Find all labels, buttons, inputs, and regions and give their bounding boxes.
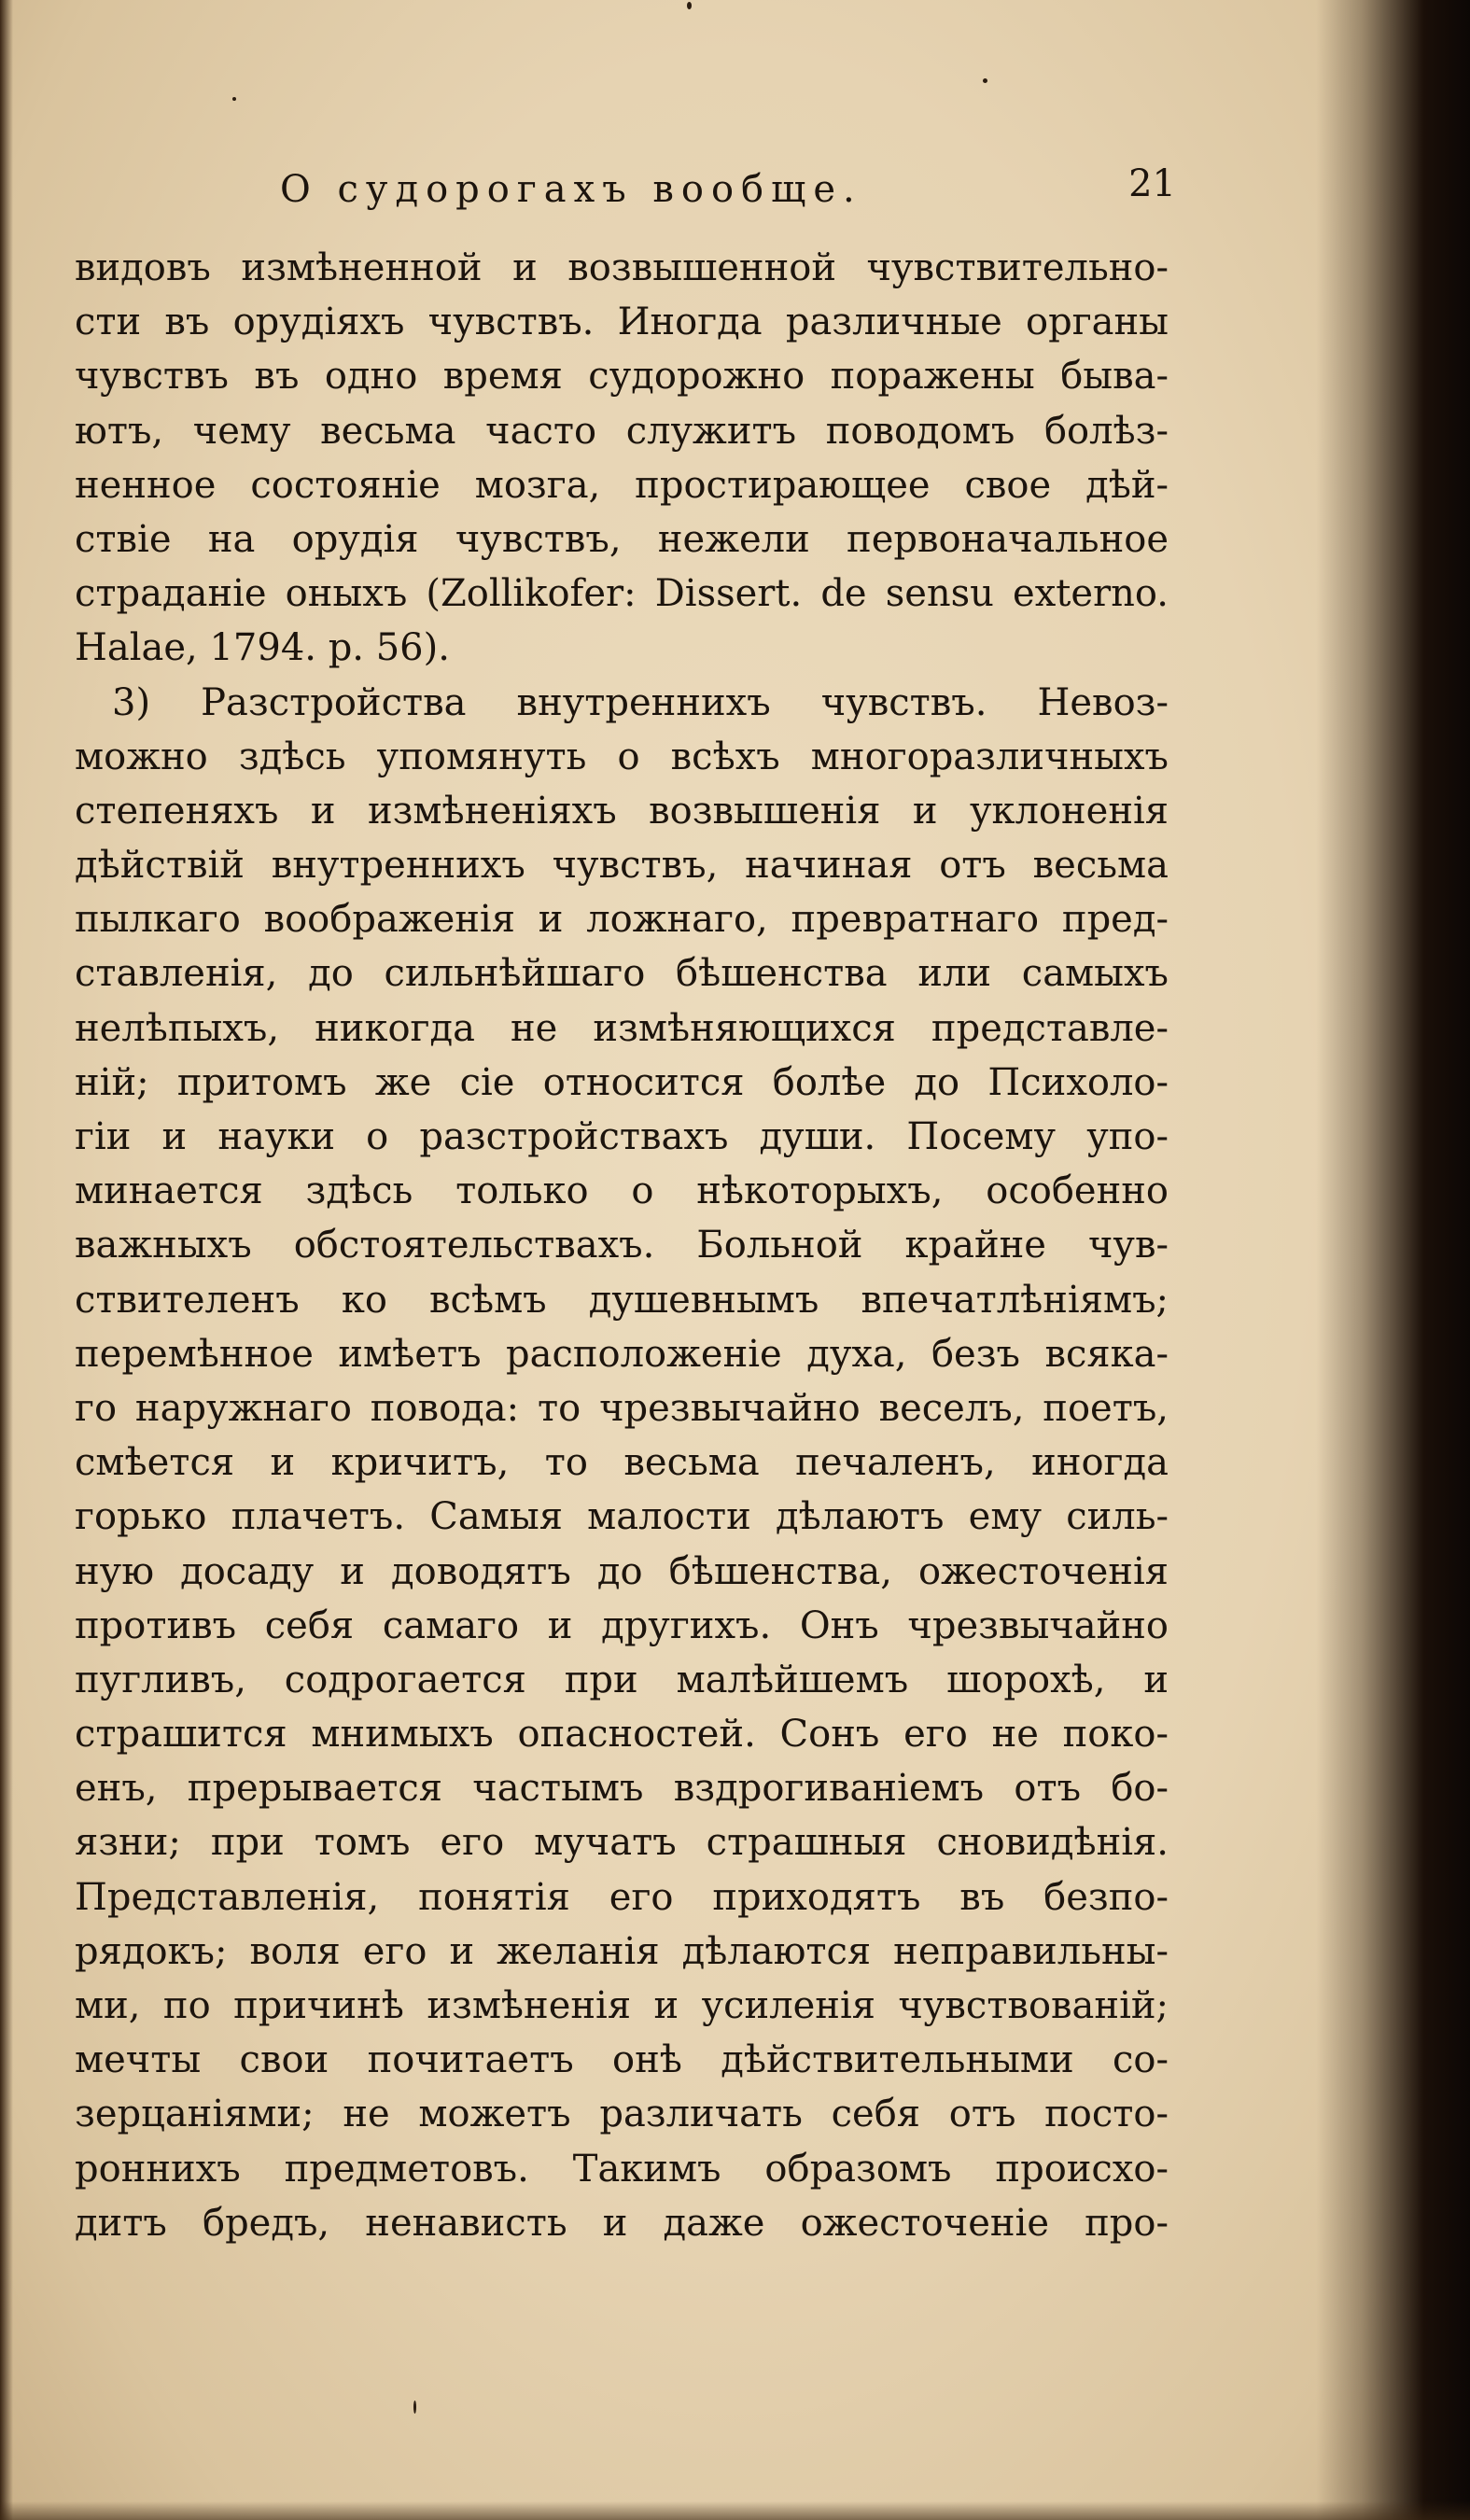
- text-line: ную досаду и доводятъ до бѣшенства, ожесточенія: [75, 1549, 1169, 1593]
- body-text: [75, 241, 1169, 2250]
- text-line: роннихъ предметовъ. Такимъ образомъ происхо-: [75, 2147, 1169, 2191]
- text-line: сти въ орудіяхъ чувствъ. Иногда различные органы: [75, 301, 1169, 344]
- text-line: противъ себя самаго и другихъ. Онъ чрезвычайно: [75, 1603, 1169, 1647]
- text-line: перемѣнное имѣетъ расположеніе духа, безъ всяка-: [75, 1332, 1169, 1376]
- text-line: видовъ измѣненной и возвышенной чувствительно-: [75, 246, 1169, 289]
- text-line: пылкаго воображенія и ложнаго, превратнаго пред-: [75, 898, 1169, 942]
- text-line: ютъ, чему весьма часто служитъ поводомъ болѣз-: [75, 409, 1169, 453]
- running-head: О судорогахъ вообще.: [280, 168, 862, 211]
- page-bottom-shadow: [0, 2501, 1470, 2520]
- text-line: ній; притомъ же сіе относится болѣе до Психоло-: [75, 1060, 1169, 1104]
- page-number: 21: [1128, 162, 1176, 205]
- text-line: чувствъ въ одно время судорожно поражены быва-: [75, 355, 1169, 399]
- text-line: дѣйствій внутреннихъ чувствъ, начиная отъ весьма: [75, 844, 1169, 888]
- print-speck: [983, 78, 987, 83]
- text-line: ствителенъ ко всѣмъ душевнымъ впечатлѣніямъ;: [75, 1278, 1169, 1322]
- print-speck: [687, 2, 692, 9]
- text-line: ставленія, до сильнѣйшаго бѣшенства или самыхъ: [75, 952, 1169, 996]
- text-line: дитъ бредъ, ненависть и даже ожесточеніе про-: [75, 2201, 1169, 2245]
- text-line: зерцаніями; не можетъ различать себя отъ посто-: [75, 2093, 1169, 2136]
- text-line: страданіе оныхъ (Zollikofer: Dissert. de sensu externo.: [75, 572, 1169, 616]
- text-line: мечты свои почитаетъ онѣ дѣйствительными со-: [75, 2038, 1169, 2082]
- text-line: го наружнаго повода: то чрезвычайно веселъ, поетъ,: [75, 1386, 1169, 1430]
- page-gutter-shadow: [0, 0, 13, 2520]
- text-line: язни; при томъ его мучатъ страшныя сновидѣнія.: [75, 1821, 1169, 1865]
- print-speck: [413, 2401, 416, 2414]
- text-line: Представленія, понятія его приходятъ въ безпо-: [75, 1875, 1169, 1919]
- text-line: гіи и науки о разстройствахъ души. Посему упо-: [75, 1115, 1169, 1158]
- text-line: ненное состояніе мозга, простирающее свое дѣй-: [75, 463, 1169, 507]
- text-line: ствіе на орудія чувствъ, нежели первоначальное: [75, 517, 1169, 561]
- page-edge-shadow: [1316, 0, 1470, 2520]
- print-speck: [232, 97, 236, 101]
- text-line: нелѣпыхъ, никогда не измѣняющихся представле-: [75, 1006, 1169, 1050]
- text-line: важныхъ обстоятельствахъ. Больной крайне чув-: [75, 1224, 1169, 1267]
- text-line: ми, по причинѣ измѣненія и усиленія чувствованій;: [75, 1984, 1169, 2027]
- text-line: енъ, прерывается частымъ вздрогиваніемъ отъ бо-: [75, 1767, 1169, 1811]
- text-line: смѣется и кричитъ, то весьма печаленъ, иногда: [75, 1441, 1169, 1485]
- section-heading-line: 3) Разстройства внутреннихъ чувствъ. Невоз-: [112, 680, 1169, 724]
- text-line: степеняхъ и измѣненіяхъ возвышенія и уклоненія: [75, 789, 1169, 833]
- text-line: рядокъ; воля его и желанія дѣлаются неправильны-: [75, 1929, 1169, 1973]
- page-header: [280, 162, 1176, 224]
- text-line: страшится мнимыхъ опасностей. Сонъ его не поко-: [75, 1713, 1169, 1757]
- text-line: минается здѣсь только о нѣкоторыхъ, особенно: [75, 1169, 1169, 1213]
- text-line: горько плачетъ. Самыя малости дѣлаютъ ему силь-: [75, 1495, 1169, 1539]
- text-line: Halae, 1794. p. 56).: [75, 626, 450, 670]
- text-line: пугливъ, содрогается при малѣйшемъ шорохѣ, и: [75, 1658, 1169, 1701]
- text-line: можно здѣсь упомянуть о всѣхъ многоразличныхъ: [75, 735, 1169, 778]
